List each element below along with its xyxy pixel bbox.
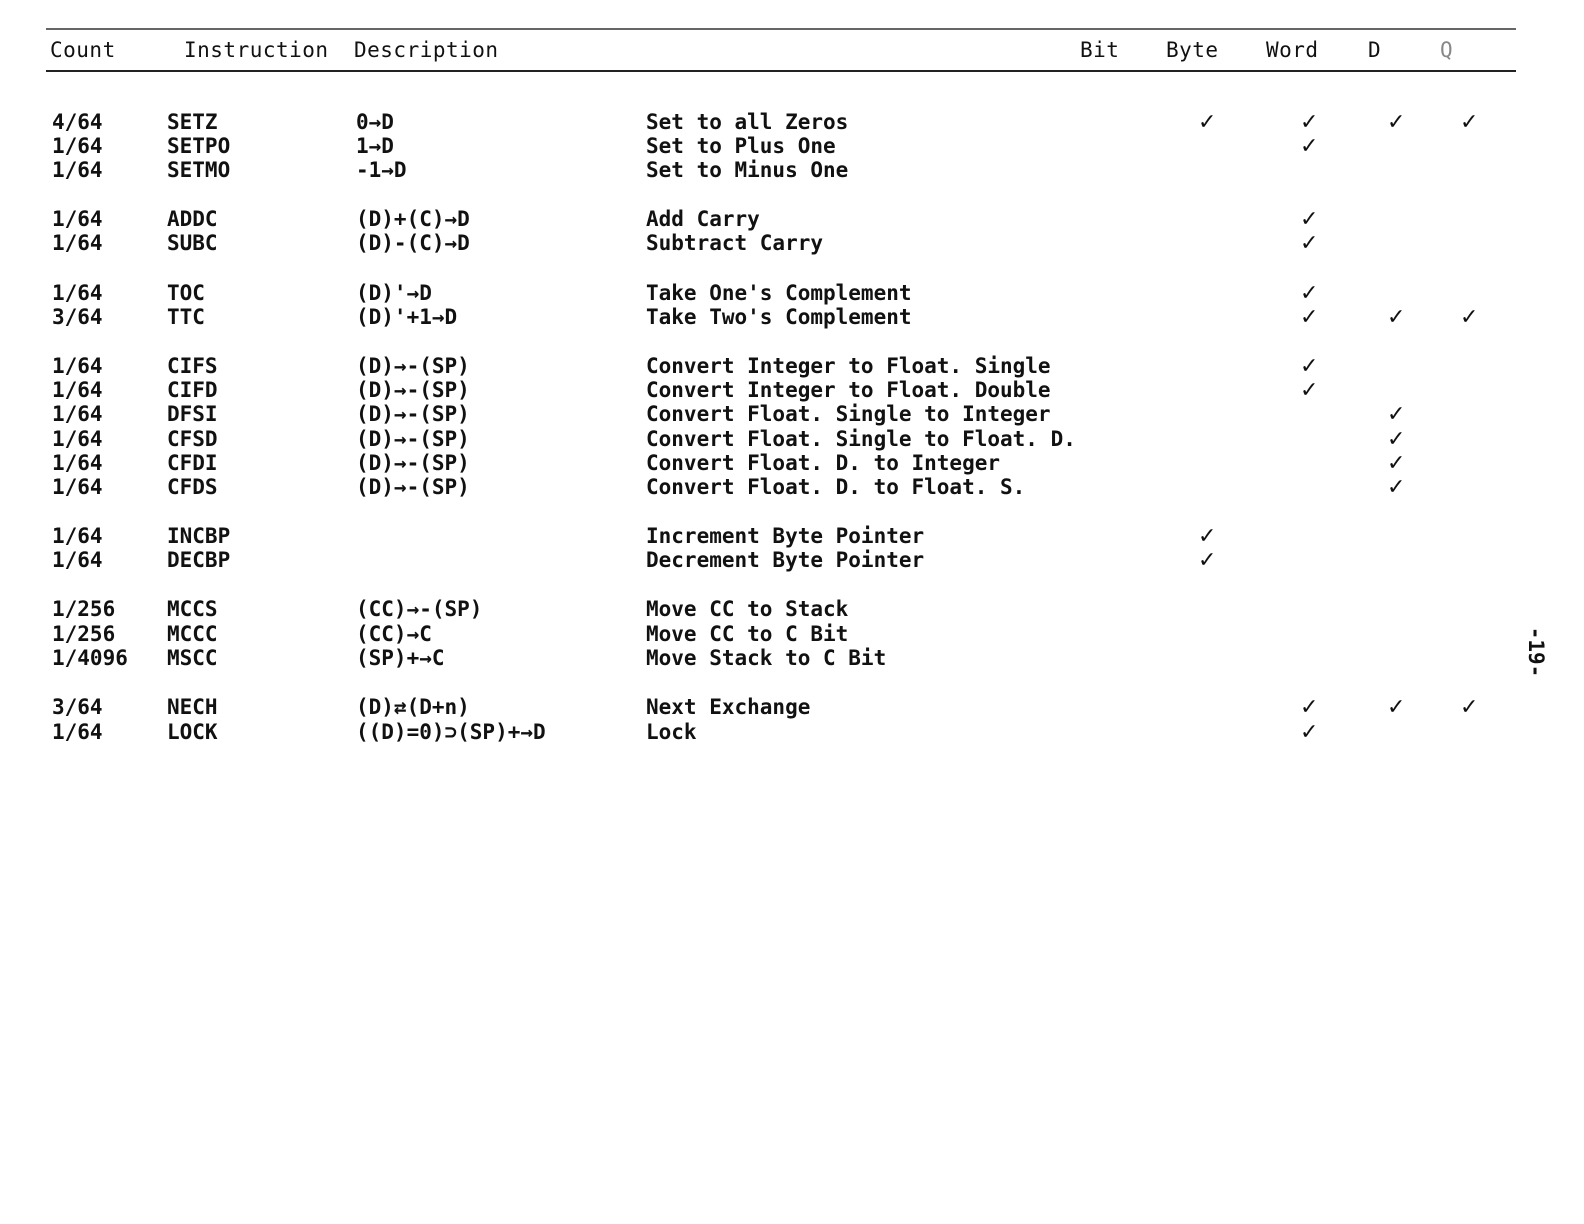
description-cell: Move Stack to C Bit bbox=[646, 646, 887, 670]
description-cell: Move CC to C Bit bbox=[646, 622, 849, 646]
instruction-cell: CFSD bbox=[167, 427, 218, 451]
count-cell: 1/64 bbox=[52, 524, 103, 548]
operation-cell: (D)→-(SP) bbox=[356, 402, 470, 426]
description-cell: Lock bbox=[646, 720, 697, 744]
byte-check-mark: ✓ bbox=[1198, 524, 1217, 549]
word-check-mark: ✓ bbox=[1300, 207, 1319, 232]
count-cell: 3/64 bbox=[52, 305, 103, 329]
instruction-cell: CFDS bbox=[167, 475, 218, 499]
dword-check-mark: ✓ bbox=[1387, 305, 1406, 330]
operation-cell: ((D)=0)⊃(SP)+→D bbox=[356, 720, 546, 744]
count-cell: 4/64 bbox=[52, 110, 103, 134]
count-cell: 1/64 bbox=[52, 475, 103, 499]
count-cell: 1/64 bbox=[52, 134, 103, 158]
instruction-cell: DFSI bbox=[167, 402, 218, 426]
page-number: -19- bbox=[1524, 626, 1548, 678]
qword-check-mark: ✓ bbox=[1460, 110, 1479, 135]
byte-check-mark: ✓ bbox=[1198, 548, 1217, 573]
instruction-cell: LOCK bbox=[167, 720, 218, 744]
count-cell: 1/64 bbox=[52, 231, 103, 255]
header-dword: D bbox=[1368, 38, 1382, 62]
operation-cell: (SP)+→C bbox=[356, 646, 445, 670]
word-check-mark: ✓ bbox=[1300, 305, 1319, 330]
dword-check-mark: ✓ bbox=[1387, 475, 1406, 500]
table-header bbox=[46, 28, 1516, 72]
description-cell: Convert Integer to Float. Double bbox=[646, 378, 1051, 402]
count-cell: 1/256 bbox=[52, 622, 116, 646]
instruction-cell: MSCC bbox=[167, 646, 218, 670]
count-cell: 1/64 bbox=[52, 427, 103, 451]
description-cell: Set to Minus One bbox=[646, 158, 849, 182]
count-cell: 1/64 bbox=[52, 548, 103, 572]
description-cell: Take One's Complement bbox=[646, 281, 912, 305]
operation-cell: (D)⇄(D+n) bbox=[356, 695, 470, 719]
description-cell: Set to all Zeros bbox=[646, 110, 849, 134]
instruction-cell: INCBP bbox=[167, 524, 231, 548]
operation-cell: (CC)→-(SP) bbox=[356, 597, 483, 621]
operation-cell: (D)→-(SP) bbox=[356, 354, 470, 378]
description-cell: Convert Float. D. to Float. S. bbox=[646, 475, 1026, 499]
count-cell: 1/64 bbox=[52, 281, 103, 305]
word-check-mark: ✓ bbox=[1300, 378, 1319, 403]
word-check-mark: ✓ bbox=[1300, 281, 1319, 306]
header-bit: Bit bbox=[1080, 38, 1120, 62]
header-description: Description bbox=[354, 38, 499, 62]
instruction-cell: MCCC bbox=[167, 622, 218, 646]
operation-cell: (D)'→D bbox=[356, 281, 432, 305]
count-cell: 1/64 bbox=[52, 451, 103, 475]
operation-cell: (D)→-(SP) bbox=[356, 427, 470, 451]
count-cell: 1/64 bbox=[52, 207, 103, 231]
word-check-mark: ✓ bbox=[1300, 134, 1319, 159]
instruction-cell: SETPO bbox=[167, 134, 231, 158]
description-cell: Add Carry bbox=[646, 207, 760, 231]
instruction-cell: SUBC bbox=[167, 231, 218, 255]
byte-check-mark: ✓ bbox=[1198, 110, 1217, 135]
count-cell: 1/64 bbox=[52, 720, 103, 744]
dword-check-mark: ✓ bbox=[1387, 427, 1406, 452]
description-cell: Convert Integer to Float. Single bbox=[646, 354, 1051, 378]
operation-cell: (D)→-(SP) bbox=[356, 451, 470, 475]
operation-cell: 1→D bbox=[356, 134, 394, 158]
description-cell: Take Two's Complement bbox=[646, 305, 912, 329]
count-cell: 1/64 bbox=[52, 402, 103, 426]
description-cell: Convert Float. Single to Float. D. bbox=[646, 427, 1076, 451]
operation-cell: (CC)→C bbox=[356, 622, 432, 646]
word-check-mark: ✓ bbox=[1300, 231, 1319, 256]
qword-check-mark: ✓ bbox=[1460, 695, 1479, 720]
operation-cell: (D)-(C)→D bbox=[356, 231, 470, 255]
count-cell: 1/64 bbox=[52, 158, 103, 182]
header-instruction: Instruction bbox=[184, 38, 329, 62]
count-cell: 1/64 bbox=[52, 354, 103, 378]
description-cell: Increment Byte Pointer bbox=[646, 524, 925, 548]
operation-cell: (D)+(C)→D bbox=[356, 207, 470, 231]
description-cell: Move CC to Stack bbox=[646, 597, 849, 621]
operation-cell: 0→D bbox=[356, 110, 394, 134]
header-qword: Q bbox=[1440, 38, 1454, 62]
operation-cell: (D)→-(SP) bbox=[356, 475, 470, 499]
word-check-mark: ✓ bbox=[1300, 720, 1319, 745]
word-check-mark: ✓ bbox=[1300, 354, 1319, 379]
instruction-cell: DECBP bbox=[167, 548, 231, 572]
instruction-cell: NECH bbox=[167, 695, 218, 719]
count-cell: 3/64 bbox=[52, 695, 103, 719]
description-cell: Convert Float. Single to Integer bbox=[646, 402, 1051, 426]
count-cell: 1/4096 bbox=[52, 646, 128, 670]
instruction-cell: CIFS bbox=[167, 354, 218, 378]
dword-check-mark: ✓ bbox=[1387, 110, 1406, 135]
description-cell: Next Exchange bbox=[646, 695, 811, 719]
instruction-cell: MCCS bbox=[167, 597, 218, 621]
operation-cell: (D)'+1→D bbox=[356, 305, 458, 329]
operation-cell: -1→D bbox=[356, 158, 407, 182]
header-word: Word bbox=[1266, 38, 1319, 62]
description-cell: Subtract Carry bbox=[646, 231, 824, 255]
instruction-cell: SETZ bbox=[167, 110, 218, 134]
dword-check-mark: ✓ bbox=[1387, 451, 1406, 476]
instruction-cell: SETMO bbox=[167, 158, 231, 182]
instruction-cell: TTC bbox=[167, 305, 205, 329]
dword-check-mark: ✓ bbox=[1387, 695, 1406, 720]
header-count: Count bbox=[50, 38, 116, 62]
instruction-cell: TOC bbox=[167, 281, 205, 305]
qword-check-mark: ✓ bbox=[1460, 305, 1479, 330]
instruction-cell: ADDC bbox=[167, 207, 218, 231]
operation-cell: (D)→-(SP) bbox=[356, 378, 470, 402]
count-cell: 1/256 bbox=[52, 597, 116, 621]
count-cell: 1/64 bbox=[52, 378, 103, 402]
dword-check-mark: ✓ bbox=[1387, 402, 1406, 427]
instruction-cell: CIFD bbox=[167, 378, 218, 402]
header-byte: Byte bbox=[1166, 38, 1219, 62]
description-cell: Set to Plus One bbox=[646, 134, 836, 158]
word-check-mark: ✓ bbox=[1300, 695, 1319, 720]
description-cell: Decrement Byte Pointer bbox=[646, 548, 925, 572]
instruction-cell: CFDI bbox=[167, 451, 218, 475]
description-cell: Convert Float. D. to Integer bbox=[646, 451, 1001, 475]
word-check-mark: ✓ bbox=[1300, 110, 1319, 135]
